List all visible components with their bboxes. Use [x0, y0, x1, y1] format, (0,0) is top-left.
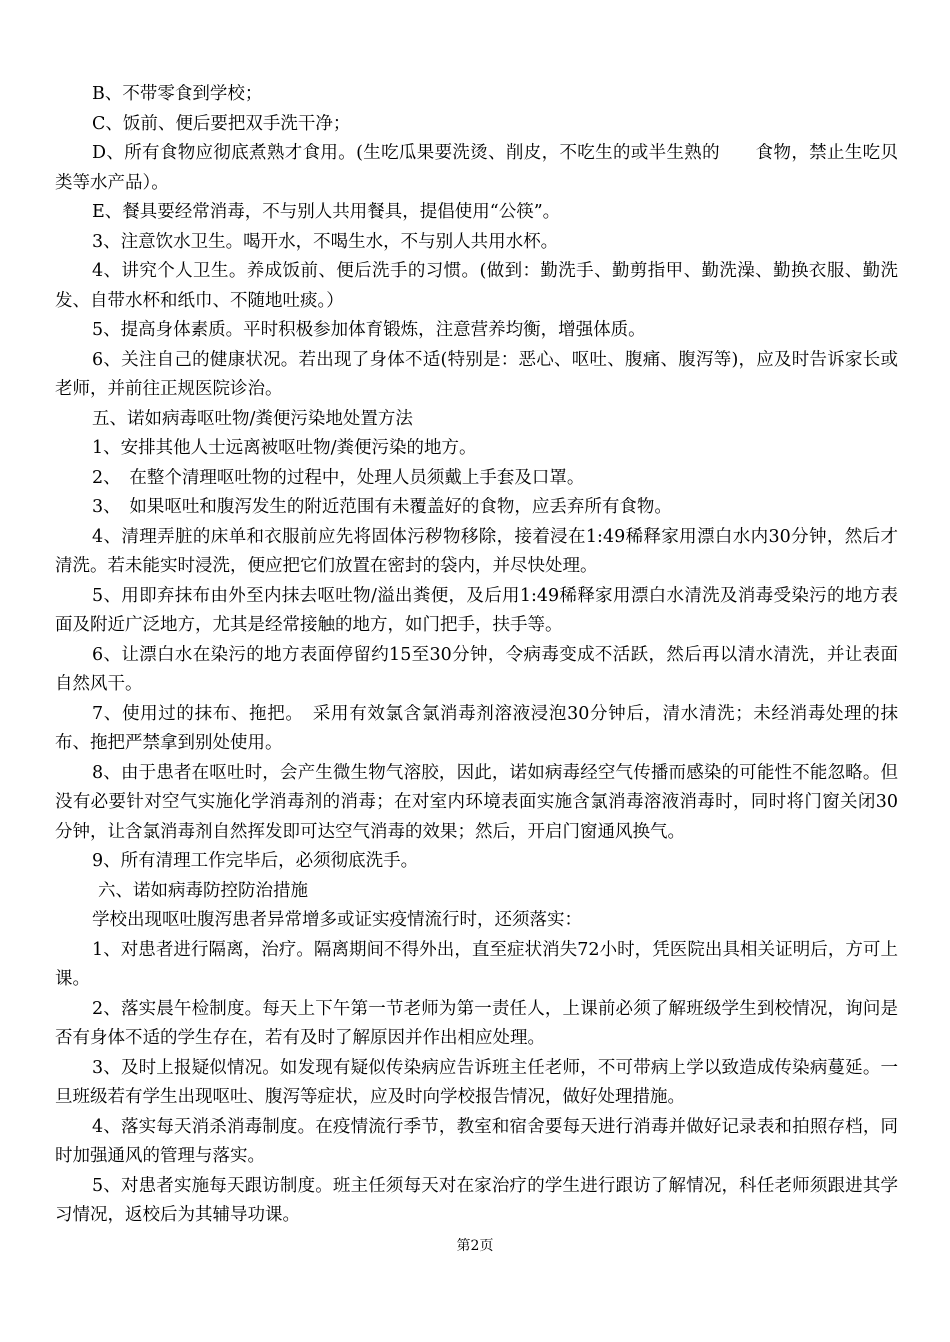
paragraph-measures-5: 5、对患者实施每天跟访制度。班主任须每天对在家治疗的学生进行跟访了解情况，科任老师须跟进其学习情况，返校后为其辅导功课。 [55, 1175, 898, 1225]
paragraph-disposal-3: 3、 如果呕吐和腹泻发生的附近范围有未覆盖好的食物，应丢弃所有食物。 [92, 497, 672, 517]
paragraph-disposal-4: 4、清理弄脏的床单和衣服前应先将固体污秽物移除，接着浸在1:49稀释家用漂白水内30分钟，然后才清洗。若未能实时浸洗，便应把它们放置在密封的袋内，并尽快处理。 [55, 526, 898, 576]
paragraph-measures-intro: 学校出现呕吐腹泻患者异常增多或证实疫情流行时，还须落实： [92, 910, 582, 930]
section-heading-6: 六、诺如病毒防控防治措施 [98, 880, 308, 901]
paragraph-3-drinking-water: 3、注意饮水卫生。喝开水，不喝生水，不与别人共用水杯。 [92, 231, 559, 252]
paragraph-measures-1: 1、对患者进行隔离，治疗。隔离期间不得外出，直至症状消失72小时，凭医院出具相关证明后，方可上课。 [55, 939, 898, 989]
paragraph-4-personal-hygiene: 4、讲究个人卫生。养成饭前、便后洗手的习惯。(做到：勤洗手、勤剪指甲、勤洗澡、勤换衣服、勤洗发、自带水杯和纸巾、不随地吐痰。） [55, 261, 898, 311]
paragraph-b-no-snacks: B、不带零食到学校； [92, 84, 263, 104]
paragraph-e-tableware: E、餐具要经常消毒，不与别人共用餐具，提倡使用“公筷”。 [92, 202, 561, 222]
paragraph-disposal-2: 2、 在整个清理呕吐物的过程中，处理人员须戴上手套及口罩。 [92, 467, 585, 488]
paragraph-disposal-5: 5、用即弃抹布由外至内抹去呕吐物/溢出粪便，及后用1:49稀释家用漂白水清洗及消毒受染污的地方表面及附近广泛地方，尤其是经常接触的地方，如门把手，扶手等。 [55, 585, 898, 635]
page-number: 第2页 [456, 1238, 494, 1254]
paragraph-disposal-7: 7、使用过的抹布、拖把。 采用有效氯含氯消毒剂溶液浸泡30分钟后，清水清洗；未经消毒处理的抹布、拖把严禁拿到别处使用。 [55, 703, 898, 753]
paragraph-5-physical-fitness: 5、提高身体素质。平时积极参加体育锻炼，注意营养均衡，增强体质。 [92, 320, 646, 340]
paragraph-measures-4: 4、落实每天消杀消毒制度。在疫情流行季节，教室和宿舍要每天进行消毒并做好记录表和拍照存档，同时加强通风的管理与落实。 [55, 1116, 898, 1166]
section-heading-5: 五、诺如病毒呕吐物/粪便污染地处置方法 [92, 408, 413, 429]
paragraph-disposal-6: 6、让漂白水在染污的地方表面停留约15至30分钟，令病毒变成不活跃，然后再以清水清洗，并让表面自然风干。 [55, 644, 898, 694]
document-body [55, 80, 898, 1231]
paragraph-d-cook-food: D、所有食物应彻底煮熟才食用。(生吃瓜果要洗烫、削皮，不吃生的或半生熟的 食物，禁止生吃贝类等水产品）。 [55, 143, 898, 193]
paragraph-c-wash-hands: C、饭前、便后要把双手洗干净； [92, 113, 351, 134]
paragraph-measures-3: 3、及时上报疑似情况。如发现有疑似传染病应告诉班主任老师，不可带病上学以致造成传染病蔓延。一旦班级若有学生出现呕吐、腹泻等症状，应及时向学校报告情况，做好处理措施。 [55, 1057, 898, 1107]
paragraph-disposal-9: 9、所有清理工作完毕后，必须彻底洗手。 [92, 851, 419, 871]
paragraph-disposal-1: 1、安排其他人士远离被呕吐物/粪便污染的地方。 [92, 438, 477, 458]
paragraph-measures-2: 2、落实晨午检制度。每天上下午第一节老师为第一责任人，上课前必须了解班级学生到校情况，询问是否有身体不适的学生存在，若有及时了解原因并作出相应处理。 [55, 998, 898, 1048]
paragraph-disposal-8: 8、由于患者在呕吐时，会产生微生物气溶胶，因此，诺如病毒经空气传播而感染的可能性不能忽略。但没有必要针对空气实施化学消毒剂的消毒；在对室内环境表面实施含氯消毒溶液消毒时，同时将门窗关闭30分钟，让含氯消毒剂自然挥发即可达空气消毒的效果；然后，开启门窗通风换气。 [55, 762, 898, 842]
paragraph-6-health-status: 6、关注自己的健康状况。若出现了身体不适(特别是：恶心、呕吐、腹痛、腹泻等)，应及时告诉家长或老师，并前往正规医院诊治。 [55, 349, 898, 399]
